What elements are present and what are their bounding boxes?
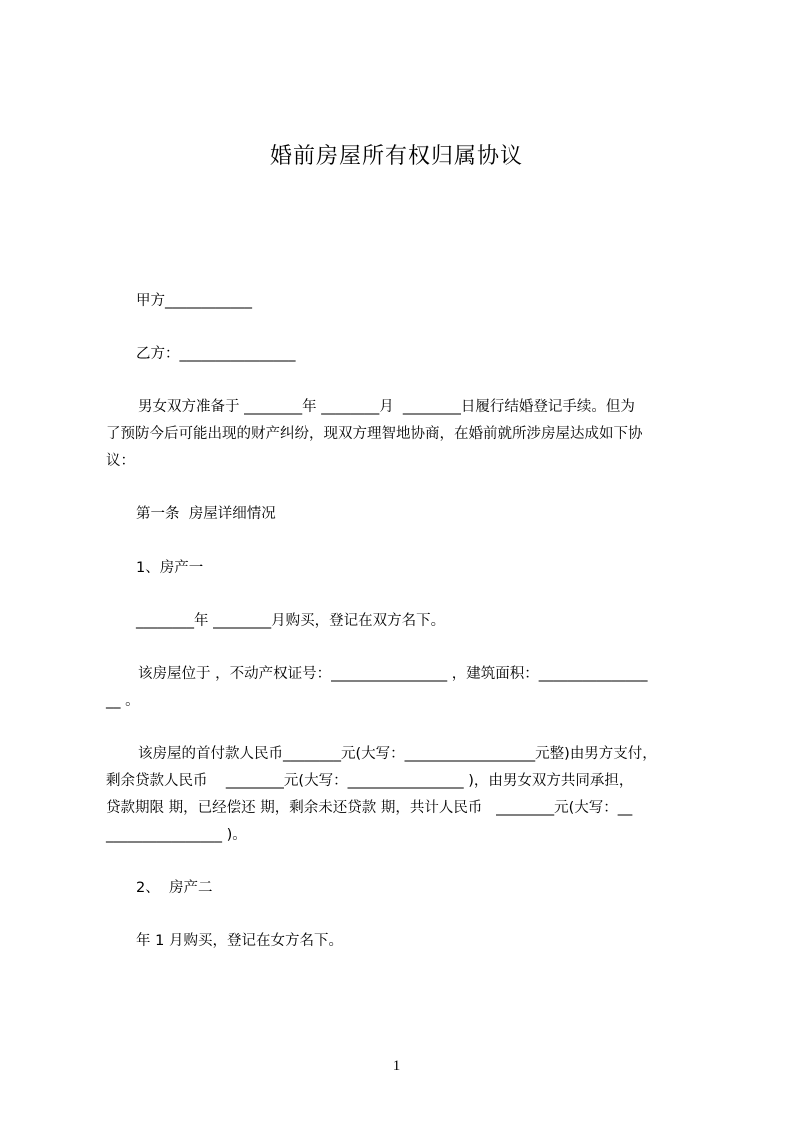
page-number: 1 xyxy=(392,1058,401,1074)
property-1-payment-line-4: ________________ )。 xyxy=(106,827,247,843)
property-1-location-line-1: 该房屋位于 ，不动产权证号：________________ ，建筑面积：_______________ xyxy=(138,666,648,682)
property-1-payment-line-3: 贷款期限 期，已经偿还 期，剩余未还贷款 期，共计人民币 ________元(大写：__ xyxy=(106,800,633,816)
property-2-purchase: 年 1 月购买，登记在女方名下。 xyxy=(136,933,343,949)
article-1-heading: 第一条 房屋详细情况 xyxy=(136,506,276,522)
document-title: 婚前房屋所有权归属协议 xyxy=(269,144,523,169)
property-1-purchase: ________年 ________月购买，登记在双方名下。 xyxy=(136,613,446,629)
property-1-location-line-2: __ 。 xyxy=(106,693,140,709)
intro-paragraph-line-2: 了预防今后可能出现的财产纠纷，现双方理智地协商，在婚前就所涉房屋达成如下协 xyxy=(106,426,643,442)
intro-paragraph-line-1: 男女双方准备于 ________年 ________月 ________日履行结婚登记手续。但为 xyxy=(138,399,635,415)
intro-paragraph-line-3: 议： xyxy=(106,453,135,469)
property-1-payment-line-1: 该房屋的首付款人民币________元(大写：__________________元整)由男方支付， xyxy=(138,746,657,762)
property-1-heading: 1、房产一 xyxy=(136,560,204,576)
property-2-heading: 2、 房产二 xyxy=(136,880,213,896)
party-a-line: 甲方____________ xyxy=(136,293,252,309)
property-1-payment-line-2: 剩余贷款人民币 ________元(大写：________________ )，由男女双方共同承担， xyxy=(106,773,634,789)
party-b-line: 乙方：________________ xyxy=(136,346,296,362)
